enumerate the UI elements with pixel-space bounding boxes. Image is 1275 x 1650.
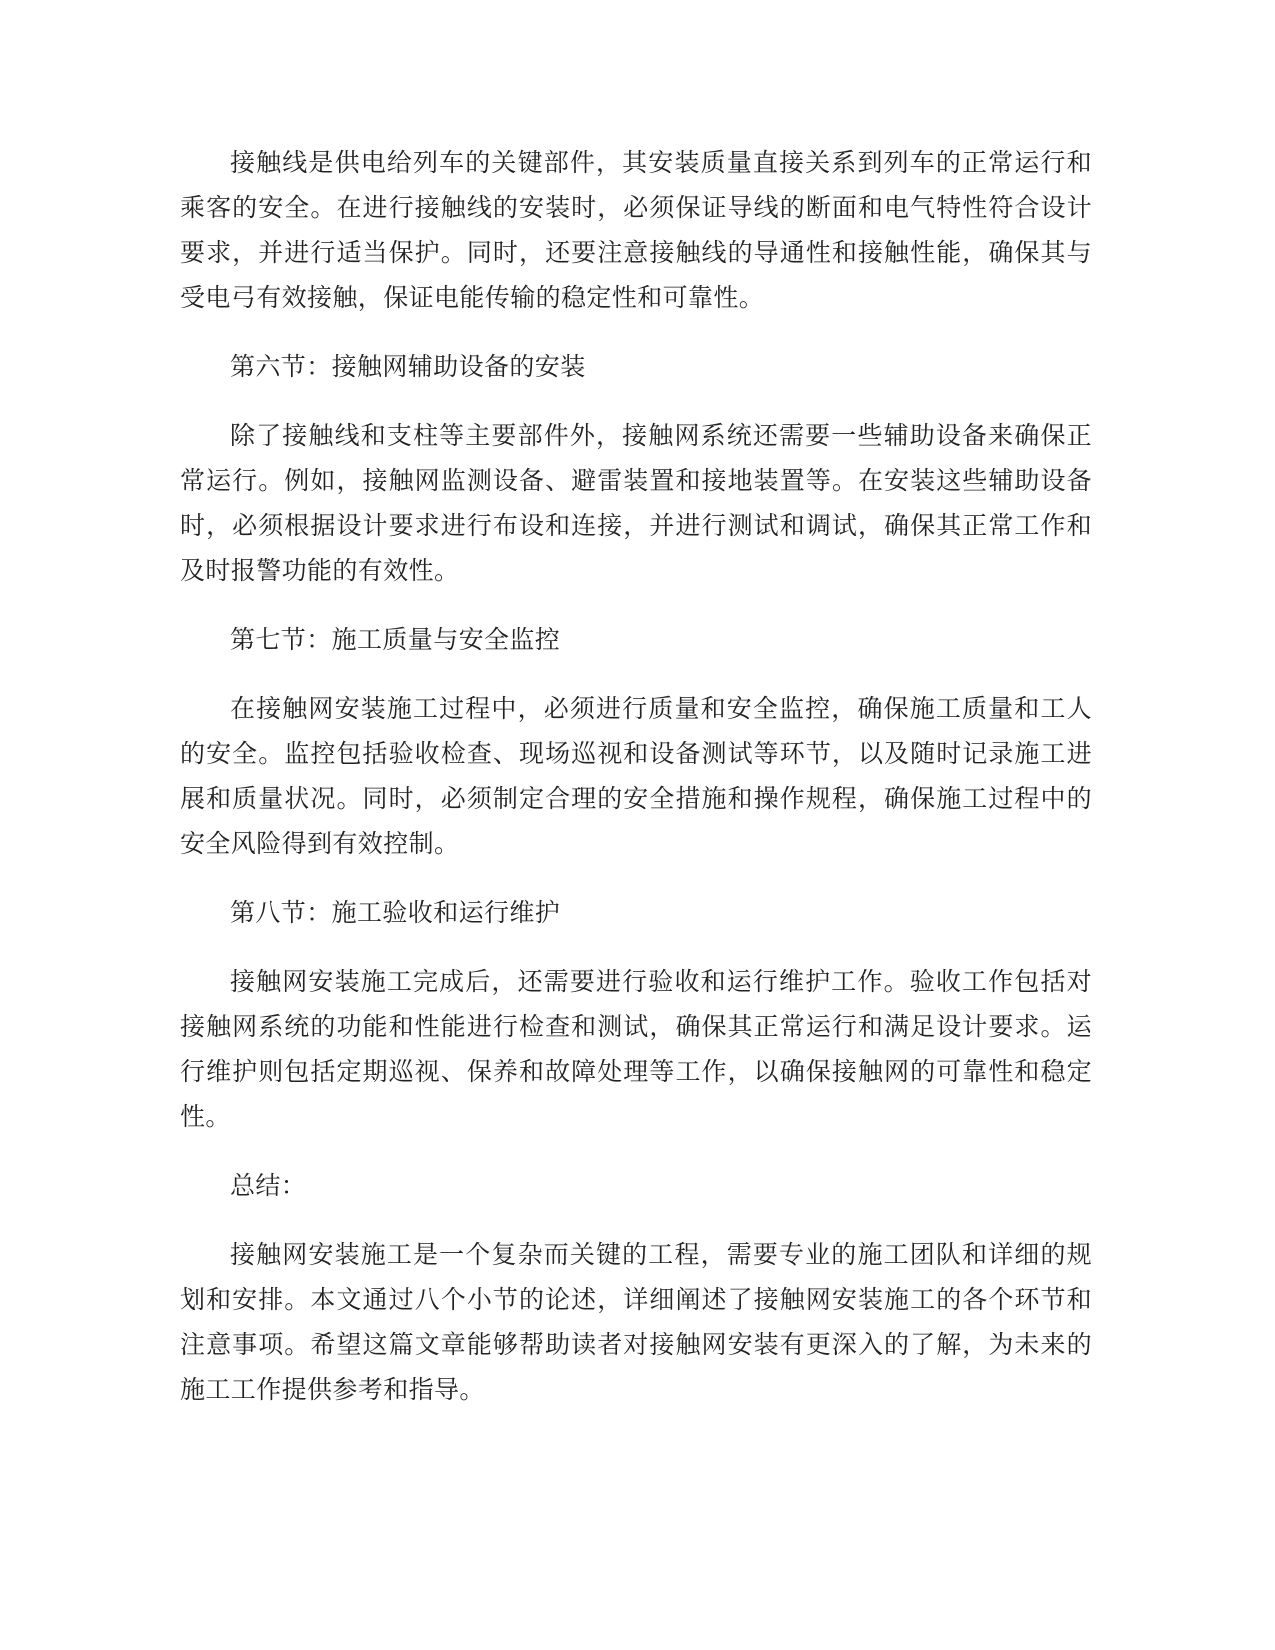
summary-heading: 总结： <box>230 1171 307 1200</box>
paragraph-summary: 接触网安装施工是一个复杂而关键的工程，需要专业的施工团队和详细的规划和安排。本文通过八个小节的论述，详细阐述了接触网安装施工的各个环节和注意事项。希望这篇文章能够帮助读者对接触网安装有更深入的了解，为未来的施工工作提供参考和指导。 <box>180 1240 1092 1404</box>
paragraph-contact-wire: 接触线是供电给列车的关键部件，其安装质量直接关系到列车的正常运行和乘客的安全。在进行接触线的安装时，必须保证导线的断面和电气特性符合设计要求，并进行适当保护。同时，还要注意接触线的导通性和接触性能，确保其与受电弓有效接触，保证电能传输的稳定性和可靠性。 <box>180 148 1092 312</box>
paragraph-acceptance-maintenance: 接触网安装施工完成后，还需要进行验收和运行维护工作。验收工作包括对接触网系统的功能和性能进行检查和测试，确保其正常运行和满足设计要求。运行维护则包括定期巡视、保养和故障处理等工作，以确保接触网的可靠性和稳定性。 <box>180 967 1092 1131</box>
document-body <box>180 140 1092 1436</box>
section-heading-6: 第六节：接触网辅助设备的安装 <box>230 352 586 381</box>
paragraph-auxiliary-equipment: 除了接触线和支柱等主要部件外，接触网系统还需要一些辅助设备来确保正常运行。例如，接触网监测设备、避雷装置和接地装置等。在安装这些辅助设备时，必须根据设计要求进行布设和连接，并进行测试和调试，确保其正常工作和及时报警功能的有效性。 <box>180 421 1092 585</box>
section-heading-8: 第八节：施工验收和运行维护 <box>230 898 561 927</box>
section-heading-7: 第七节：施工质量与安全监控 <box>230 625 561 654</box>
paragraph-quality-safety: 在接触网安装施工过程中，必须进行质量和安全监控，确保施工质量和工人的安全。监控包括验收检查、现场巡视和设备测试等环节，以及随时记录施工进展和质量状况。同时，必须制定合理的安全措施和操作规程，确保施工过程中的安全风险得到有效控制。 <box>180 694 1092 858</box>
